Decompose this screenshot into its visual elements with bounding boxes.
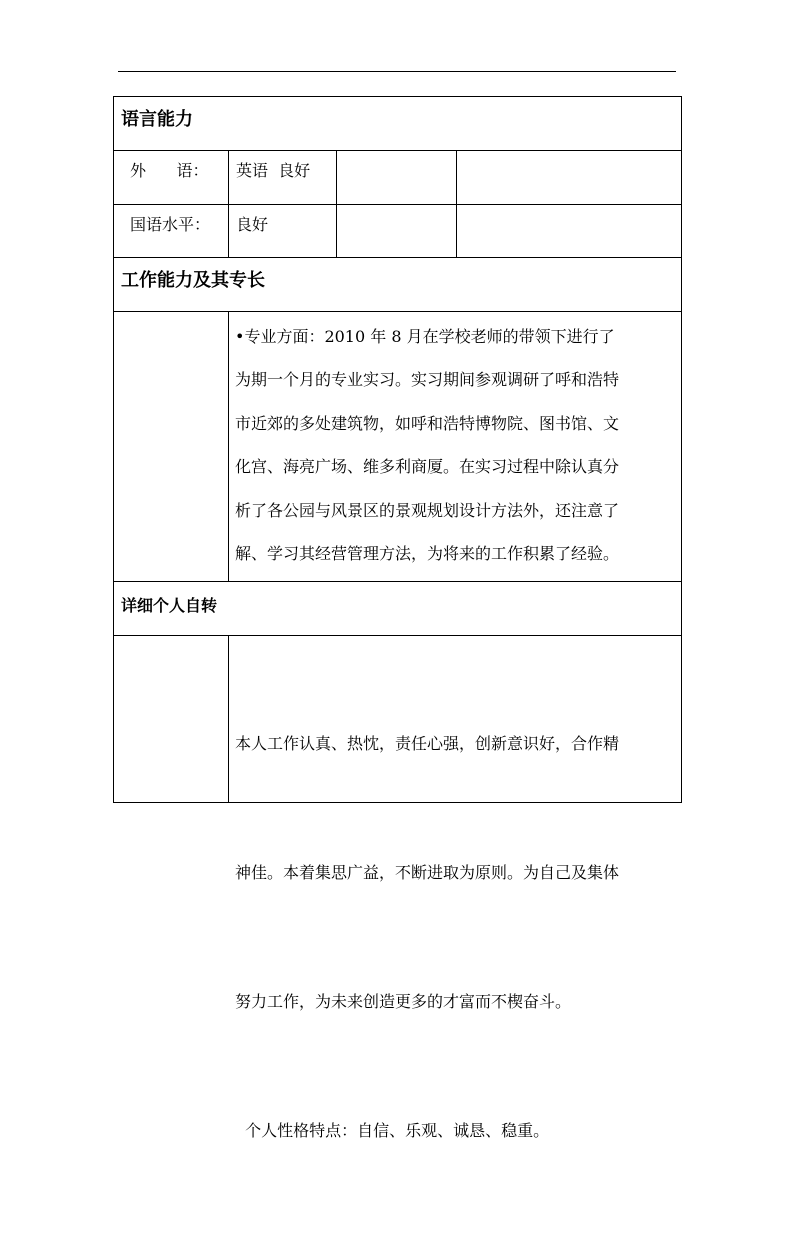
row-divider	[113, 204, 682, 205]
column-divider	[336, 150, 337, 257]
row-divider	[113, 581, 682, 582]
row-divider	[113, 257, 682, 258]
column-divider	[228, 150, 229, 257]
work-line: 解、学习其经营管理方法，为将来的工作积累了经验。	[235, 543, 620, 563]
mandarin-level-value: 良好	[236, 215, 269, 234]
bio-line: 神佳。本着集思广益，不断进取为原则。为自己及集体	[235, 863, 620, 882]
work-line: 化宫、海亮广场、维多利商厦。在实习过程中除认真分	[235, 457, 620, 477]
work-description	[235, 315, 619, 575]
work-line: 为期一个月的专业实习。实习期间参观调研了呼和浩特	[235, 370, 620, 390]
work-section-title: 工作能力及其专长	[121, 270, 265, 291]
column-divider	[456, 150, 457, 257]
work-line: 市近郊的多处建筑物，如呼和浩特博物院、图书馆、文	[235, 413, 620, 433]
language-section-title: 语言能力	[121, 109, 193, 130]
header-rule	[118, 71, 676, 72]
bio-line: 本人工作认真、热忱，责任心强，创新意识好，合作精	[235, 734, 620, 753]
row-divider	[113, 150, 682, 151]
bio-description	[235, 636, 619, 1238]
bio-line: 努力工作，为未来创造更多的才富而不楔奋斗。	[235, 992, 572, 1011]
work-line: •专业方面：2010 年 8 月在学校老师的带领下进行了	[235, 327, 615, 346]
column-divider	[228, 635, 229, 803]
row-divider	[113, 311, 682, 312]
foreign-language-label: 外 语：	[130, 161, 209, 180]
foreign-language-value: 英语 良好	[236, 161, 311, 180]
work-line: 析了各公园与风景区的景观规划设计方法外，还注意了	[235, 500, 620, 520]
bio-line: 个人性格特点：自信、乐观、诚恳、稳重。	[235, 1121, 550, 1140]
mandarin-level-label: 国语水平：	[130, 215, 211, 234]
bio-section-title: 详细个人自转	[121, 596, 218, 615]
column-divider	[228, 311, 229, 581]
